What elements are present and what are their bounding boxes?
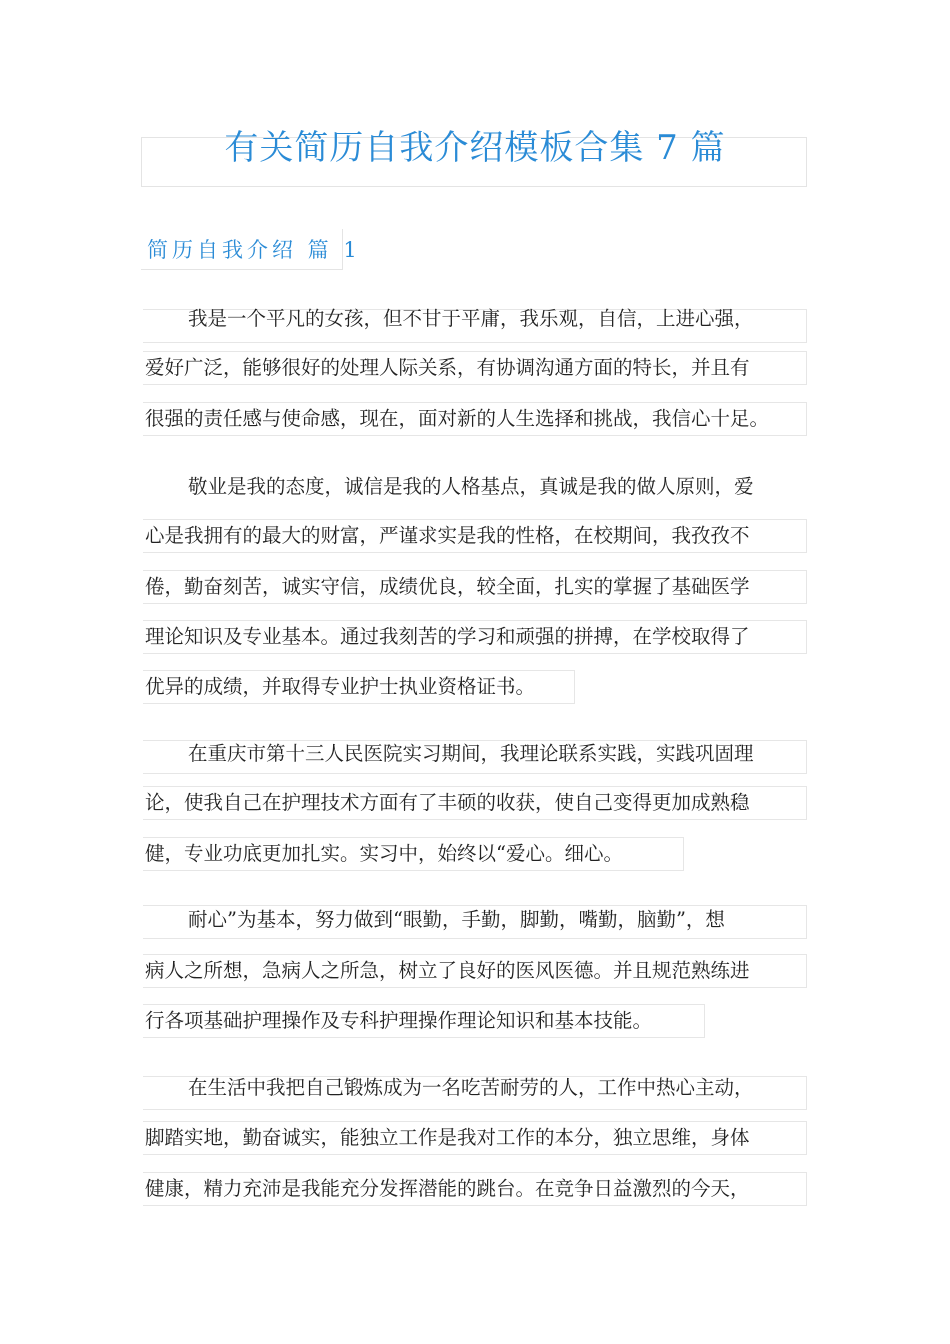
paragraph-line: 在生活中我把自己锻炼成为一名吃苦耐劳的人，工作中热心主动， <box>188 1076 754 1099</box>
paragraph-line: 优异的成绩，并取得专业护士执业资格证书。 <box>145 675 536 698</box>
paragraph-line: 病人之所想，急病人之所急，树立了良好的医风医德。并且规范熟练进 <box>145 959 750 982</box>
section-heading: 简历自我介绍 篇 1 <box>147 238 361 262</box>
paragraph-line: 健康，精力充沛是我能充分发挥潜能的跳台。在竞争日益激烈的今天， <box>145 1177 750 1200</box>
paragraph-line: 倦，勤奋刻苦，诚实守信，成绩优良，较全面，扎实的掌握了基础医学 <box>145 575 750 598</box>
paragraph-line: 心是我拥有的最大的财富，严谨求实是我的性格，在校期间，我孜孜不 <box>145 524 750 547</box>
paragraph-line: 论，使我自己在护理技术方面有了丰硕的收获，使自己变得更加成熟稳 <box>145 791 750 814</box>
paragraph-line: 理论知识及专业基本。通过我刻苦的学习和顽强的拼搏，在学校取得了 <box>145 625 750 648</box>
paragraph-line: 行各项基础护理操作及专科护理操作理论知识和基本技能。 <box>145 1009 653 1032</box>
paragraph-line: 我是一个平凡的女孩，但不甘于平庸，我乐观，自信，上进心强， <box>188 307 754 330</box>
paragraph-line: 在重庆市第十三人民医院实习期间，我理论联系实践，实践巩固理 <box>188 742 754 765</box>
paragraph-line: 敬业是我的态度，诚信是我的人格基点，真诚是我的做人原则，爱 <box>188 475 754 498</box>
paragraph-line: 爱好广泛，能够很好的处理人际关系，有协调沟通方面的特长，并且有 <box>145 356 750 379</box>
paragraph-line: 耐心”为基本，努力做到“眼勤，手勤，脚勤，嘴勤，脑勤”，想 <box>188 908 725 931</box>
paragraph-line: 健，专业功底更加扎实。实习中，始终以“爱心。细心。 <box>145 842 623 865</box>
paragraph-line: 脚踏实地，勤奋诚实，能独立工作是我对工作的本分，独立思维，身体 <box>145 1126 750 1149</box>
document-title: 有关简历自我介绍模板合集 7 篇 <box>224 128 726 168</box>
paragraph-line: 很强的责任感与使命感，现在，面对新的人生选择和挑战，我信心十足。 <box>145 407 770 430</box>
